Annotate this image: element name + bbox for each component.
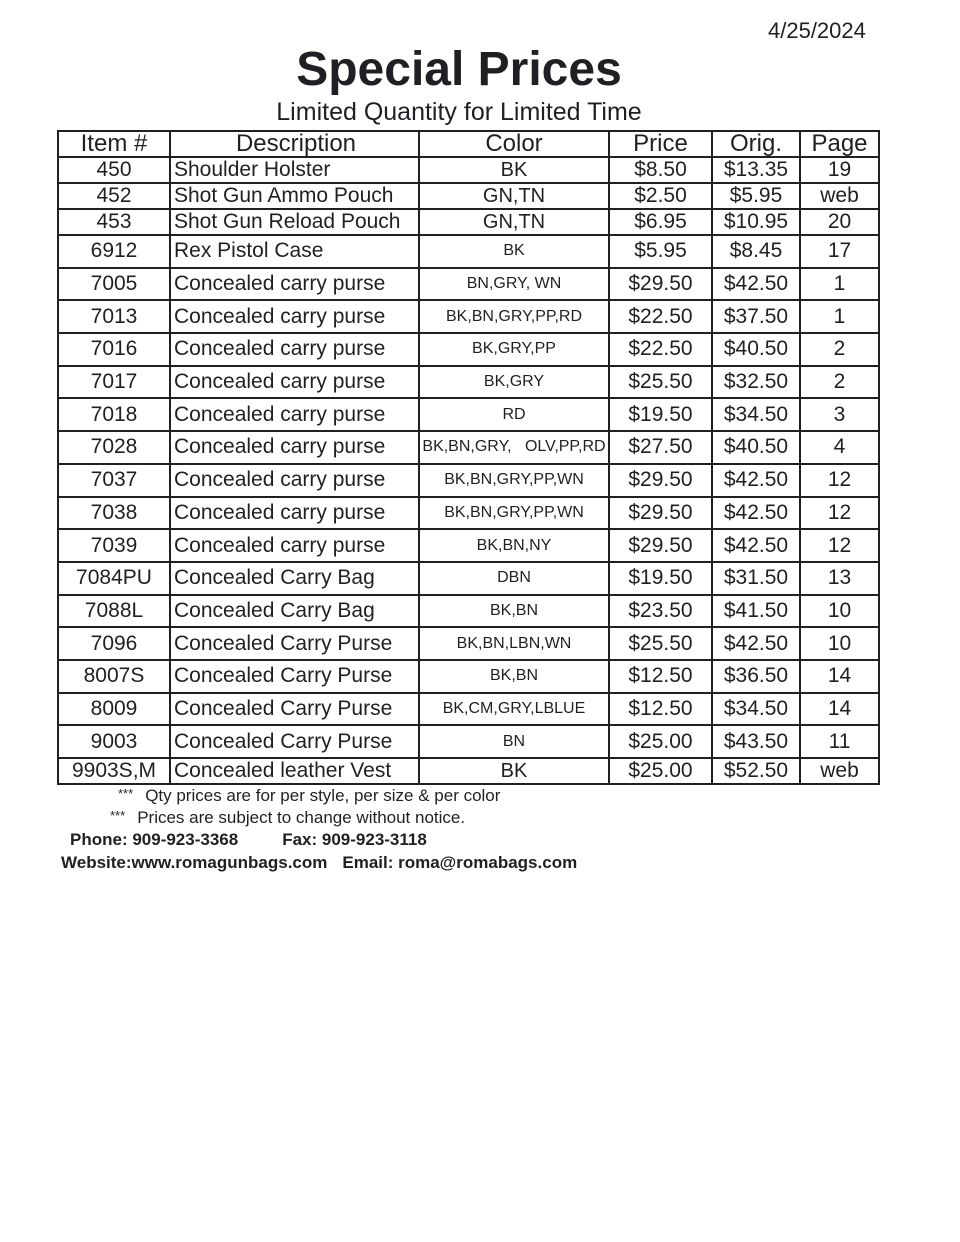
phone-fax-line (70, 830, 427, 850)
price-cell: $19.50 (609, 562, 712, 595)
table-row (58, 758, 879, 784)
table-row (58, 366, 879, 399)
color-cell: BK,BN (419, 595, 609, 628)
page-cell: 3 (800, 398, 879, 431)
description-cell: Concealed carry purse (170, 398, 419, 431)
item-number-cell: 7088L (58, 595, 170, 628)
page-cell: 12 (800, 529, 879, 562)
color-cell: BN,GRY, WN (419, 268, 609, 301)
table-header-row (58, 131, 879, 157)
item-number-cell: 7028 (58, 431, 170, 464)
table-row (58, 398, 879, 431)
color-cell: RD (419, 398, 609, 431)
item-number-cell: 6912 (58, 235, 170, 268)
price-table (57, 130, 880, 785)
orig-price-cell: $31.50 (712, 562, 800, 595)
color-cell: BK,BN,LBN,WN (419, 627, 609, 660)
color-cell: BK,BN,GRY,PP,WN (419, 464, 609, 497)
price-cell: $25.50 (609, 627, 712, 660)
color-cell: BK,BN,GRY,PP,RD (419, 300, 609, 333)
header-page: Page (800, 131, 879, 157)
price-cell: $22.50 (609, 333, 712, 366)
description-cell: Concealed carry purse (170, 300, 419, 333)
page-cell: 20 (800, 209, 879, 235)
description-cell: Concealed carry purse (170, 529, 419, 562)
item-number-cell: 7016 (58, 333, 170, 366)
description-cell: Concealed Carry Purse (170, 627, 419, 660)
description-cell: Rex Pistol Case (170, 235, 419, 268)
email: Email: roma@romabags.com (342, 853, 578, 872)
orig-price-cell: $42.50 (712, 529, 800, 562)
price-cell: $5.95 (609, 235, 712, 268)
orig-price-cell: $10.95 (712, 209, 800, 235)
table-row (58, 268, 879, 301)
orig-price-cell: $5.95 (712, 183, 800, 209)
page-cell: 2 (800, 366, 879, 399)
orig-price-cell: $34.50 (712, 693, 800, 726)
orig-price-cell: $34.50 (712, 398, 800, 431)
table-row (58, 157, 879, 183)
page-cell: 14 (800, 660, 879, 693)
orig-price-cell: $41.50 (712, 595, 800, 628)
table-row (58, 431, 879, 464)
orig-price-cell: $42.50 (712, 627, 800, 660)
description-cell: Concealed Carry Bag (170, 562, 419, 595)
phone: Phone: 909-923-3368 (70, 830, 239, 849)
color-cell: GN,TN (419, 183, 609, 209)
page-cell: 12 (800, 497, 879, 530)
table-row (58, 529, 879, 562)
item-number-cell: 7018 (58, 398, 170, 431)
table-row (58, 725, 879, 758)
table-row (58, 235, 879, 268)
item-number-cell: 7039 (58, 529, 170, 562)
header-price: Price (609, 131, 712, 157)
item-number-cell: 8007S (58, 660, 170, 693)
item-number-cell: 452 (58, 183, 170, 209)
header-orig: Orig. (712, 131, 800, 157)
page-cell: web (800, 758, 879, 784)
description-cell: Concealed Carry Purse (170, 660, 419, 693)
item-number-cell: 7038 (58, 497, 170, 530)
color-cell: BK,BN,NY (419, 529, 609, 562)
page-cell: 12 (800, 464, 879, 497)
fax: Fax: 909-923-3118 (282, 830, 427, 849)
header-description: Description (170, 131, 419, 157)
table-row (58, 497, 879, 530)
color-cell: BK (419, 157, 609, 183)
description-cell: Concealed leather Vest (170, 758, 419, 784)
color-cell: BN (419, 725, 609, 758)
note-text: Prices are subject to change without notice. (137, 808, 466, 827)
color-cell: BK,BN,GRY, OLV,PP,RD (419, 431, 609, 464)
orig-price-cell: $37.50 (712, 300, 800, 333)
description-cell: Concealed Carry Purse (170, 693, 419, 726)
description-cell: Shoulder Holster (170, 157, 419, 183)
page-cell: 1 (800, 268, 879, 301)
price-cell: $19.50 (609, 398, 712, 431)
page-title: Special Prices (296, 43, 622, 96)
table-row (58, 595, 879, 628)
page-cell: 19 (800, 157, 879, 183)
page-cell: 17 (800, 235, 879, 268)
item-number-cell: 8009 (58, 693, 170, 726)
price-cell: $6.95 (609, 209, 712, 235)
table-row (58, 562, 879, 595)
price-cell: $29.50 (609, 464, 712, 497)
description-cell: Concealed carry purse (170, 366, 419, 399)
orig-price-cell: $36.50 (712, 660, 800, 693)
note-text: Qty prices are for per style, per size & per color (145, 786, 501, 805)
description-cell: Concealed carry purse (170, 333, 419, 366)
description-cell: Concealed Carry Bag (170, 595, 419, 628)
item-number-cell: 9003 (58, 725, 170, 758)
description-cell: Concealed carry purse (170, 268, 419, 301)
price-cell: $29.50 (609, 268, 712, 301)
page-subtitle: Limited Quantity for Limited Time (276, 98, 642, 126)
table-row (58, 300, 879, 333)
note-stars: *** (110, 808, 126, 823)
price-cell: $2.50 (609, 183, 712, 209)
description-cell: Concealed carry purse (170, 497, 419, 530)
color-cell: BK,BN,GRY,PP,WN (419, 497, 609, 530)
table-row (58, 464, 879, 497)
orig-price-cell: $42.50 (712, 464, 800, 497)
orig-price-cell: $42.50 (712, 268, 800, 301)
item-number-cell: 7084PU (58, 562, 170, 595)
price-cell: $8.50 (609, 157, 712, 183)
item-number-cell: 7005 (58, 268, 170, 301)
description-cell: Concealed carry purse (170, 464, 419, 497)
color-cell: BK (419, 235, 609, 268)
web-email-line (61, 853, 577, 873)
color-cell: BK,GRY,PP (419, 333, 609, 366)
price-cell: $29.50 (609, 529, 712, 562)
note-qty (118, 786, 500, 806)
price-cell: $12.50 (609, 660, 712, 693)
price-cell: $22.50 (609, 300, 712, 333)
table-row (58, 183, 879, 209)
page-cell: web (800, 183, 879, 209)
orig-price-cell: $42.50 (712, 497, 800, 530)
description-cell: Concealed Carry Purse (170, 725, 419, 758)
price-cell: $29.50 (609, 497, 712, 530)
header-item: Item # (58, 131, 170, 157)
website: Website:www.romagunbags.com (61, 853, 328, 872)
page-cell: 11 (800, 725, 879, 758)
page-cell: 1 (800, 300, 879, 333)
color-cell: BK,CM,GRY,LBLUE (419, 693, 609, 726)
table-row (58, 333, 879, 366)
item-number-cell: 450 (58, 157, 170, 183)
color-cell: BK,GRY (419, 366, 609, 399)
item-number-cell: 453 (58, 209, 170, 235)
price-cell: $25.50 (609, 366, 712, 399)
item-number-cell: 7096 (58, 627, 170, 660)
orig-price-cell: $8.45 (712, 235, 800, 268)
table-row (58, 627, 879, 660)
price-cell: $23.50 (609, 595, 712, 628)
orig-price-cell: $40.50 (712, 431, 800, 464)
item-number-cell: 7037 (58, 464, 170, 497)
price-cell: $25.00 (609, 725, 712, 758)
note-prices (110, 808, 465, 828)
price-cell: $25.00 (609, 758, 712, 784)
price-cell: $27.50 (609, 431, 712, 464)
orig-price-cell: $43.50 (712, 725, 800, 758)
price-cell: $12.50 (609, 693, 712, 726)
color-cell: DBN (419, 562, 609, 595)
page-cell: 14 (800, 693, 879, 726)
table-row (58, 660, 879, 693)
item-number-cell: 7017 (58, 366, 170, 399)
description-cell: Shot Gun Ammo Pouch (170, 183, 419, 209)
item-number-cell: 7013 (58, 300, 170, 333)
page-cell: 10 (800, 627, 879, 660)
orig-price-cell: $13.35 (712, 157, 800, 183)
table-row (58, 693, 879, 726)
item-number-cell: 9903S,M (58, 758, 170, 784)
color-cell: BK,BN (419, 660, 609, 693)
page-cell: 10 (800, 595, 879, 628)
color-cell: BK (419, 758, 609, 784)
description-cell: Concealed carry purse (170, 431, 419, 464)
header-color: Color (419, 131, 609, 157)
page-cell: 13 (800, 562, 879, 595)
page-cell: 2 (800, 333, 879, 366)
orig-price-cell: $52.50 (712, 758, 800, 784)
description-cell: Shot Gun Reload Pouch (170, 209, 419, 235)
note-stars: *** (118, 786, 134, 801)
table-row (58, 209, 879, 235)
orig-price-cell: $32.50 (712, 366, 800, 399)
document-date: 4/25/2024 (768, 18, 866, 43)
color-cell: GN,TN (419, 209, 609, 235)
orig-price-cell: $40.50 (712, 333, 800, 366)
page-cell: 4 (800, 431, 879, 464)
